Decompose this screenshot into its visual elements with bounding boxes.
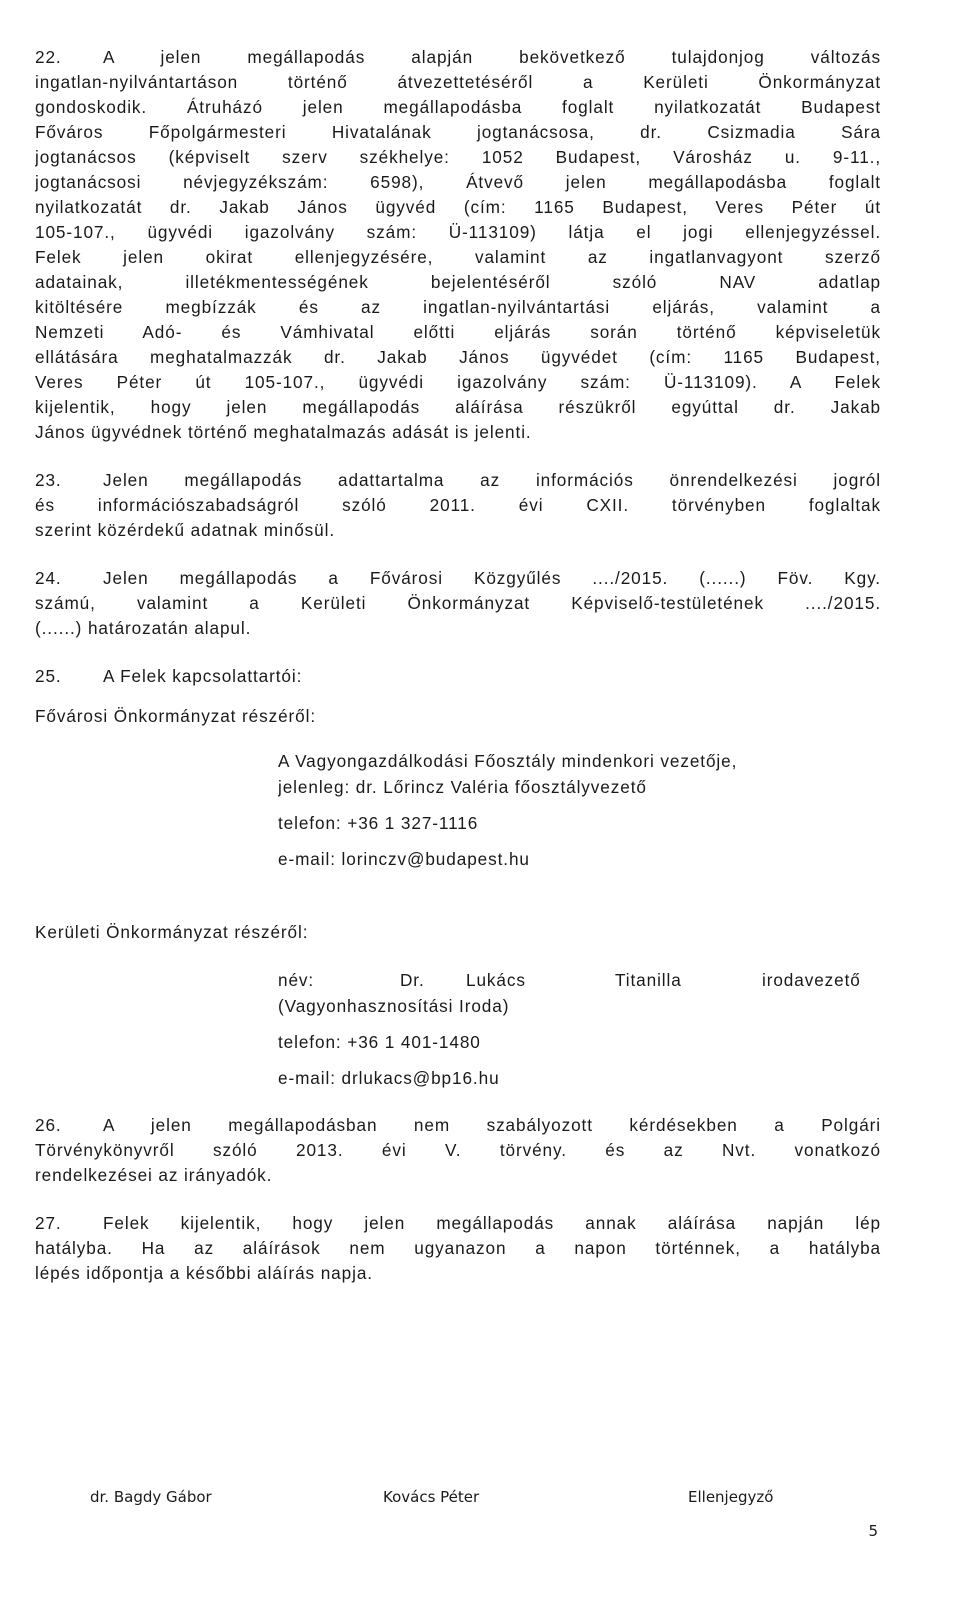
section-27-line: lépés időpontja a későbbi aláírás napja. — [35, 1263, 373, 1283]
page-number: 5 — [868, 1522, 878, 1540]
section-24-number: 24. — [35, 568, 62, 588]
section-22-line: ellátására meghatalmazzák dr. Jakab János ügyvédet (cím: 1165 Budapest, — [35, 347, 881, 367]
fovarosi-contact-heading: Fővárosi Önkormányzat részéről: — [35, 706, 317, 726]
section-26-number: 26. — [35, 1115, 62, 1135]
section-26-line: Törvénykönyvről szóló 2013. évi V. törvény. és az Nvt. vonatkozó — [35, 1140, 881, 1160]
fovarosi-contact-email: e-mail: lorinczv@budapest.hu — [278, 849, 530, 869]
section-22-line: Felek jelen okirat ellenjegyzésére, valamint az ingatlanvagyont szerző — [35, 247, 881, 267]
section-22-line: Nemzeti Adó- és Vámhivatal előtti eljárás során történő képviseletük — [35, 322, 881, 342]
section-22-line: Veres Péter út 105-107., ügyvédi igazolvány szám: Ü-113109). A Felek — [35, 372, 881, 392]
fovarosi-contact-phone: telefon: +36 1 327-1116 — [278, 813, 479, 833]
section-27-line: hatályba. Ha az aláírások nem ugyanazon a napon történnek, a hatályba — [35, 1238, 881, 1258]
section-22-line: adatainak, illetékmentességének bejelentéséről szóló NAV adatlap — [35, 272, 881, 292]
section-25-title: 25. A Felek kapcsolattartói: — [35, 666, 303, 686]
section-26-line: 26. A jelen megállapodásban nem szabályozott kérdésekben a Polgári — [35, 1115, 881, 1135]
section-25-number: 25. — [35, 666, 62, 686]
section-26-line: rendelkezései az irányadók. — [35, 1165, 273, 1185]
section-23-line: szerint közérdekű adatnak minősül. — [35, 520, 336, 540]
section-27-line: 27. Felek kijelentik, hogy jelen megállapodás annak aláírása napján lép — [35, 1213, 881, 1233]
section-24-line: számú, valamint a Kerületi Önkormányzat Képviselő-testületének ..../2015. — [35, 593, 881, 613]
section-22-line: nyilatkozatát dr. Jakab János ügyvéd (cím: 1165 Budapest, Veres Péter út — [35, 197, 881, 217]
section-22-line: kitöltésére megbízzák és az ingatlan-nyilvántartási eljárás, valamint a — [35, 297, 881, 317]
section-24-line: 24. Jelen megállapodás a Fővárosi Közgyűlés ..../2015. (......) Föv. Kgy. — [35, 568, 881, 588]
section-22-line: ingatlan-nyilvántartáson történő átvezettetéséről a Kerületi Önkormányzat — [35, 72, 881, 92]
keruleti-contact-name: név: Dr. Lukács Titanilla irodavezető — [278, 970, 861, 990]
keruleti-contact-phone: telefon: +36 1 401-1480 — [278, 1032, 481, 1052]
signature-bagdy: dr. Bagdy Gábor — [90, 1488, 212, 1506]
section-27-number: 27. — [35, 1213, 62, 1233]
keruleti-contact-office: (Vagyonhasznosítási Iroda) — [278, 996, 510, 1016]
section-22-line: Főváros Főpolgármesteri Hivatalának jogtanácsosa, dr. Csizmadia Sára — [35, 122, 881, 142]
section-22-line: gondoskodik. Átruházó jelen megállapodásba foglalt nyilatkozatát Budapest — [35, 97, 881, 117]
section-22-line: 105-107., ügyvédi igazolvány szám: Ü-113109) látja el jogi ellenjegyzéssel. — [35, 222, 881, 242]
section-23-line: és információszabadságról szóló 2011. évi CXII. törvényben foglaltak — [35, 495, 881, 515]
fovarosi-contact-line: A Vagyongazdálkodási Főosztály mindenkori vezetője, — [278, 751, 738, 771]
section-22-number: 22. — [35, 47, 62, 67]
signature-ellenjegyzo: Ellenjegyző — [688, 1488, 774, 1506]
fovarosi-contact-line: jelenleg: dr. Lőrincz Valéria főosztályvezető — [278, 777, 647, 797]
section-22-line: János ügyvédnek történő meghatalmazás adását is jelenti. — [35, 422, 532, 442]
section-22-line: 22. A jelen megállapodás alapján bekövetkező tulajdonjog változás — [35, 47, 881, 67]
section-23-number: 23. — [35, 470, 62, 490]
section-24-line: (......) határozatán alapul. — [35, 618, 252, 638]
section-23-line: 23. Jelen megállapodás adattartalma az információs önrendelkezési jogról — [35, 470, 881, 490]
keruleti-contact-email: e-mail: drlukacs@bp16.hu — [278, 1068, 500, 1088]
section-22-line: kijelentik, hogy jelen megállapodás aláírása részükről egyúttal dr. Jakab — [35, 397, 881, 417]
signature-kovacs: Kovács Péter — [383, 1488, 480, 1506]
section-22-line: jogtanácsosi névjegyzékszám: 6598), Átvevő jelen megállapodásba foglalt — [35, 172, 881, 192]
section-22-line: jogtanácsos (képviselt szerv székhelye: 1052 Budapest, Városház u. 9-11., — [35, 147, 881, 167]
keruleti-contact-heading: Kerületi Önkormányzat részéről: — [35, 922, 309, 942]
